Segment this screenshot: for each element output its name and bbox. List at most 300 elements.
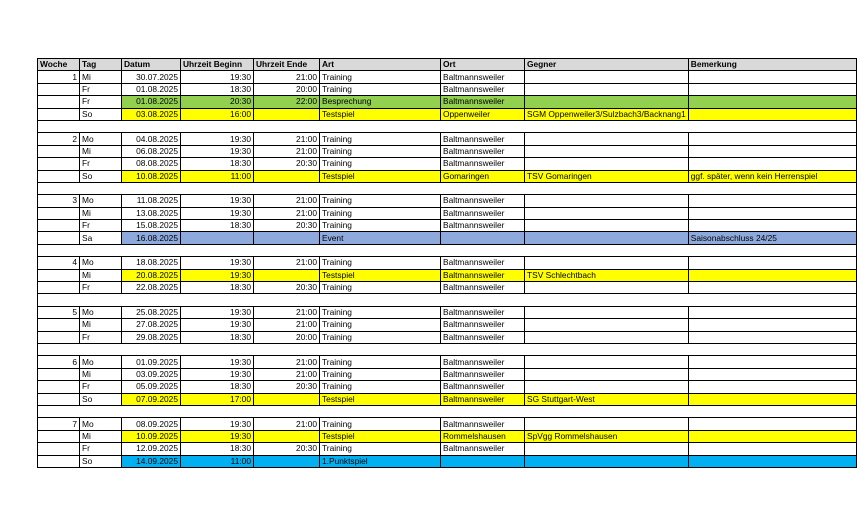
cell-bemerkung[interactable] xyxy=(688,306,856,318)
cell-datum[interactable]: 22.08.2025 xyxy=(122,282,181,294)
cell-ort[interactable]: Baltmannsweiler xyxy=(441,356,525,368)
cell-ort[interactable]: Baltmannsweiler xyxy=(441,443,525,455)
cell-ort[interactable]: Baltmannsweiler xyxy=(441,257,525,269)
cell-tag[interactable]: Fr xyxy=(80,381,122,393)
empty-cell[interactable] xyxy=(688,120,856,132)
cell-uhrzeit-beginn[interactable]: 19:30 xyxy=(181,368,254,380)
cell-uhrzeit-ende[interactable]: 20:30 xyxy=(254,158,320,170)
empty-cell[interactable] xyxy=(525,294,689,306)
empty-cell[interactable] xyxy=(688,294,856,306)
cell-uhrzeit-ende[interactable]: 21:00 xyxy=(254,71,320,83)
cell-art[interactable]: Training xyxy=(320,381,441,393)
cell-ort[interactable]: Baltmannsweiler xyxy=(441,96,525,108)
header-uhrzeit-ende[interactable]: Uhrzeit Ende xyxy=(254,59,320,71)
cell-datum[interactable]: 08.08.2025 xyxy=(122,158,181,170)
cell-bemerkung[interactable] xyxy=(688,145,856,157)
empty-cell[interactable] xyxy=(38,294,80,306)
cell-uhrzeit-beginn[interactable]: 16:00 xyxy=(181,108,254,120)
cell-datum[interactable]: 13.08.2025 xyxy=(122,207,181,219)
cell-ort[interactable]: Baltmannsweiler xyxy=(441,368,525,380)
cell-bemerkung[interactable] xyxy=(688,220,856,232)
cell-art[interactable]: Testspiel xyxy=(320,393,441,405)
header-uhrzeit-beginn[interactable]: Uhrzeit Beginn xyxy=(181,59,254,71)
cell-uhrzeit-beginn[interactable]: 19:30 xyxy=(181,430,254,442)
empty-cell[interactable] xyxy=(181,343,254,355)
cell-bemerkung[interactable] xyxy=(688,368,856,380)
cell-bemerkung[interactable] xyxy=(688,331,856,343)
cell-datum[interactable]: 03.08.2025 xyxy=(122,108,181,120)
cell-uhrzeit-ende[interactable]: 21:00 xyxy=(254,356,320,368)
cell-ort[interactable]: Baltmannsweiler xyxy=(441,331,525,343)
cell-woche[interactable] xyxy=(38,393,80,405)
empty-cell[interactable] xyxy=(122,343,181,355)
cell-gegner[interactable] xyxy=(525,356,689,368)
cell-tag[interactable]: Mo xyxy=(80,356,122,368)
cell-uhrzeit-beginn[interactable]: 19:30 xyxy=(181,133,254,145)
cell-uhrzeit-beginn[interactable]: 19:30 xyxy=(181,418,254,430)
cell-gegner[interactable] xyxy=(525,220,689,232)
cell-ort[interactable]: Baltmannsweiler xyxy=(441,381,525,393)
cell-art[interactable]: Training xyxy=(320,257,441,269)
cell-gegner[interactable] xyxy=(525,306,689,318)
cell-bemerkung[interactable] xyxy=(688,133,856,145)
cell-bemerkung[interactable] xyxy=(688,430,856,442)
cell-uhrzeit-beginn[interactable]: 18:30 xyxy=(181,83,254,95)
cell-gegner[interactable] xyxy=(525,331,689,343)
cell-datum[interactable]: 04.08.2025 xyxy=(122,133,181,145)
cell-datum[interactable]: 03.09.2025 xyxy=(122,368,181,380)
cell-tag[interactable]: Mi xyxy=(80,368,122,380)
cell-art[interactable]: Event xyxy=(320,232,441,244)
cell-gegner[interactable] xyxy=(525,145,689,157)
cell-datum[interactable]: 11.08.2025 xyxy=(122,195,181,207)
cell-uhrzeit-ende[interactable]: 20:00 xyxy=(254,331,320,343)
cell-uhrzeit-ende[interactable] xyxy=(254,170,320,182)
cell-gegner[interactable] xyxy=(525,455,689,467)
empty-cell[interactable] xyxy=(254,244,320,256)
cell-woche[interactable]: 1 xyxy=(38,71,80,83)
cell-bemerkung[interactable] xyxy=(688,269,856,281)
cell-gegner[interactable] xyxy=(525,232,689,244)
cell-gegner[interactable]: SpVgg Rommelshausen xyxy=(525,430,689,442)
header-row xyxy=(38,59,857,71)
cell-bemerkung[interactable] xyxy=(688,158,856,170)
cell-ort[interactable]: Baltmannsweiler xyxy=(441,158,525,170)
cell-ort[interactable]: Rommelshausen xyxy=(441,430,525,442)
cell-uhrzeit-beginn[interactable]: 11:00 xyxy=(181,455,254,467)
cell-bemerkung[interactable] xyxy=(688,356,856,368)
cell-uhrzeit-ende[interactable]: 20:00 xyxy=(254,83,320,95)
cell-ort[interactable]: Baltmannsweiler xyxy=(441,418,525,430)
cell-woche[interactable] xyxy=(38,282,80,294)
cell-uhrzeit-ende[interactable]: 21:00 xyxy=(254,418,320,430)
empty-cell[interactable] xyxy=(525,343,689,355)
cell-uhrzeit-ende[interactable] xyxy=(254,393,320,405)
cell-art[interactable]: Training xyxy=(320,158,441,170)
empty-cell[interactable] xyxy=(525,120,689,132)
cell-art[interactable]: Testspiel xyxy=(320,430,441,442)
cell-bemerkung[interactable] xyxy=(688,96,856,108)
empty-cell[interactable] xyxy=(38,120,80,132)
cell-woche[interactable] xyxy=(38,368,80,380)
cell-gegner[interactable] xyxy=(525,418,689,430)
empty-cell[interactable] xyxy=(441,244,525,256)
cell-datum[interactable]: 20.08.2025 xyxy=(122,269,181,281)
cell-datum[interactable]: 30.07.2025 xyxy=(122,71,181,83)
header-ort[interactable]: Ort xyxy=(441,59,525,71)
cell-datum[interactable]: 10.09.2025 xyxy=(122,430,181,442)
cell-ort[interactable]: Baltmannsweiler xyxy=(441,83,525,95)
table-row xyxy=(38,393,857,405)
cell-art[interactable]: Training xyxy=(320,356,441,368)
empty-cell[interactable] xyxy=(38,244,80,256)
cell-datum[interactable]: 18.08.2025 xyxy=(122,257,181,269)
cell-tag[interactable]: Mi xyxy=(80,319,122,331)
cell-bemerkung[interactable] xyxy=(688,195,856,207)
cell-tag[interactable]: So xyxy=(80,108,122,120)
cell-uhrzeit-beginn[interactable]: 19:30 xyxy=(181,319,254,331)
empty-cell[interactable] xyxy=(688,405,856,417)
empty-cell[interactable] xyxy=(320,120,441,132)
cell-datum[interactable]: 29.08.2025 xyxy=(122,331,181,343)
empty-cell[interactable] xyxy=(122,244,181,256)
empty-cell[interactable] xyxy=(320,244,441,256)
cell-woche[interactable] xyxy=(38,443,80,455)
empty-cell[interactable] xyxy=(80,120,122,132)
header-bemerkung[interactable]: Bemerkung xyxy=(688,59,856,71)
empty-cell[interactable] xyxy=(181,405,254,417)
empty-cell[interactable] xyxy=(181,244,254,256)
cell-art[interactable]: Testspiel xyxy=(320,108,441,120)
cell-uhrzeit-beginn[interactable]: 18:30 xyxy=(181,381,254,393)
empty-cell[interactable] xyxy=(38,182,80,194)
cell-bemerkung[interactable]: Saisonabschluss 24/25 xyxy=(688,232,856,244)
cell-bemerkung[interactable] xyxy=(688,257,856,269)
empty-cell[interactable] xyxy=(688,244,856,256)
cell-bemerkung[interactable] xyxy=(688,443,856,455)
cell-datum[interactable]: 08.09.2025 xyxy=(122,418,181,430)
cell-tag[interactable]: Fr xyxy=(80,331,122,343)
cell-woche[interactable] xyxy=(38,269,80,281)
cell-ort[interactable]: Baltmannsweiler xyxy=(441,393,525,405)
cell-art[interactable]: Training xyxy=(320,306,441,318)
cell-ort[interactable]: Baltmannsweiler xyxy=(441,133,525,145)
empty-cell[interactable] xyxy=(688,343,856,355)
cell-uhrzeit-ende[interactable]: 21:00 xyxy=(254,306,320,318)
empty-cell[interactable] xyxy=(80,182,122,194)
cell-uhrzeit-beginn[interactable]: 19:30 xyxy=(181,145,254,157)
header-tag[interactable]: Tag xyxy=(80,59,122,71)
cell-gegner[interactable] xyxy=(525,83,689,95)
cell-art[interactable]: 1.Punktspiel xyxy=(320,455,441,467)
cell-uhrzeit-beginn[interactable]: 20:30 xyxy=(181,96,254,108)
cell-bemerkung[interactable] xyxy=(688,282,856,294)
empty-cell[interactable] xyxy=(122,120,181,132)
empty-cell[interactable] xyxy=(80,343,122,355)
cell-tag[interactable]: So xyxy=(80,393,122,405)
cell-uhrzeit-beginn[interactable]: 18:30 xyxy=(181,282,254,294)
cell-gegner[interactable] xyxy=(525,207,689,219)
cell-ort[interactable]: Baltmannsweiler xyxy=(441,306,525,318)
cell-gegner[interactable] xyxy=(525,158,689,170)
cell-datum[interactable]: 06.08.2025 xyxy=(122,145,181,157)
cell-gegner[interactable] xyxy=(525,195,689,207)
cell-art[interactable]: Training xyxy=(320,220,441,232)
cell-datum[interactable]: 01.08.2025 xyxy=(122,96,181,108)
empty-cell[interactable] xyxy=(441,405,525,417)
cell-uhrzeit-ende[interactable]: 20:30 xyxy=(254,220,320,232)
cell-woche[interactable] xyxy=(38,381,80,393)
cell-tag[interactable]: Sa xyxy=(80,232,122,244)
empty-cell[interactable] xyxy=(441,120,525,132)
cell-tag[interactable]: Fr xyxy=(80,158,122,170)
cell-uhrzeit-ende[interactable]: 21:00 xyxy=(254,257,320,269)
cell-datum[interactable]: 01.09.2025 xyxy=(122,356,181,368)
cell-art[interactable]: Training xyxy=(320,195,441,207)
cell-woche[interactable] xyxy=(38,232,80,244)
cell-woche[interactable]: 3 xyxy=(38,195,80,207)
cell-art[interactable]: Training xyxy=(320,319,441,331)
empty-cell[interactable] xyxy=(181,294,254,306)
cell-tag[interactable]: Mi xyxy=(80,71,122,83)
cell-uhrzeit-ende[interactable] xyxy=(254,455,320,467)
empty-cell[interactable] xyxy=(525,182,689,194)
cell-ort[interactable]: Baltmannsweiler xyxy=(441,282,525,294)
cell-gegner[interactable] xyxy=(525,96,689,108)
cell-bemerkung[interactable] xyxy=(688,108,856,120)
empty-cell[interactable] xyxy=(254,182,320,194)
empty-cell[interactable] xyxy=(320,343,441,355)
cell-datum[interactable]: 10.08.2025 xyxy=(122,170,181,182)
cell-tag[interactable]: Mo xyxy=(80,133,122,145)
cell-datum[interactable]: 14.09.2025 xyxy=(122,455,181,467)
empty-cell[interactable] xyxy=(254,343,320,355)
cell-woche[interactable] xyxy=(38,170,80,182)
empty-cell[interactable] xyxy=(525,244,689,256)
cell-bemerkung[interactable] xyxy=(688,207,856,219)
cell-ort[interactable]: Baltmannsweiler xyxy=(441,319,525,331)
cell-datum[interactable]: 16.08.2025 xyxy=(122,232,181,244)
empty-cell[interactable] xyxy=(688,182,856,194)
cell-art[interactable]: Training xyxy=(320,83,441,95)
cell-ort[interactable]: Baltmannsweiler xyxy=(441,71,525,83)
cell-gegner[interactable]: TSV Schlechtbach xyxy=(525,269,689,281)
cell-bemerkung[interactable] xyxy=(688,393,856,405)
cell-gegner[interactable] xyxy=(525,368,689,380)
cell-art[interactable]: Besprechung xyxy=(320,96,441,108)
cell-woche[interactable] xyxy=(38,319,80,331)
cell-woche[interactable] xyxy=(38,220,80,232)
cell-uhrzeit-ende[interactable]: 20:30 xyxy=(254,381,320,393)
empty-cell[interactable] xyxy=(320,294,441,306)
cell-art[interactable]: Training xyxy=(320,282,441,294)
cell-gegner[interactable] xyxy=(525,381,689,393)
empty-cell[interactable] xyxy=(80,294,122,306)
cell-tag[interactable]: Fr xyxy=(80,443,122,455)
cell-tag[interactable]: Mo xyxy=(80,306,122,318)
cell-art[interactable]: Training xyxy=(320,133,441,145)
cell-tag[interactable]: Mo xyxy=(80,195,122,207)
cell-uhrzeit-ende[interactable]: 21:00 xyxy=(254,145,320,157)
cell-uhrzeit-beginn[interactable]: 19:30 xyxy=(181,207,254,219)
cell-uhrzeit-beginn[interactable]: 19:30 xyxy=(181,269,254,281)
cell-woche[interactable] xyxy=(38,108,80,120)
cell-gegner[interactable]: SGM Oppenweiler3/Sulzbach3/Backnang1 xyxy=(525,108,689,120)
empty-cell[interactable] xyxy=(320,182,441,194)
cell-woche[interactable]: 7 xyxy=(38,418,80,430)
empty-cell[interactable] xyxy=(38,405,80,417)
cell-datum[interactable]: 01.08.2025 xyxy=(122,83,181,95)
cell-uhrzeit-ende[interactable]: 21:00 xyxy=(254,133,320,145)
empty-cell[interactable] xyxy=(441,343,525,355)
cell-uhrzeit-beginn[interactable]: 19:30 xyxy=(181,356,254,368)
cell-bemerkung[interactable] xyxy=(688,71,856,83)
cell-art[interactable]: Training xyxy=(320,207,441,219)
empty-cell[interactable] xyxy=(122,294,181,306)
empty-cell[interactable] xyxy=(525,405,689,417)
cell-bemerkung[interactable] xyxy=(688,83,856,95)
cell-bemerkung[interactable] xyxy=(688,381,856,393)
cell-tag[interactable]: Mo xyxy=(80,418,122,430)
cell-tag[interactable]: Mi xyxy=(80,207,122,219)
cell-gegner[interactable] xyxy=(525,257,689,269)
cell-ort[interactable]: Baltmannsweiler xyxy=(441,145,525,157)
cell-ort[interactable]: Baltmannsweiler xyxy=(441,269,525,281)
cell-woche[interactable] xyxy=(38,455,80,467)
cell-woche[interactable] xyxy=(38,145,80,157)
cell-uhrzeit-ende[interactable]: 20:30 xyxy=(254,282,320,294)
cell-tag[interactable]: Fr xyxy=(80,282,122,294)
cell-uhrzeit-ende[interactable] xyxy=(254,269,320,281)
cell-gegner[interactable]: SG Stuttgart-West xyxy=(525,393,689,405)
cell-art[interactable]: Training xyxy=(320,331,441,343)
cell-uhrzeit-beginn[interactable]: 11:00 xyxy=(181,170,254,182)
cell-bemerkung[interactable]: ggf. später, wenn kein Herrenspiel xyxy=(688,170,856,182)
empty-cell[interactable] xyxy=(254,294,320,306)
cell-woche[interactable] xyxy=(38,158,80,170)
cell-uhrzeit-ende[interactable]: 21:00 xyxy=(254,195,320,207)
cell-woche[interactable] xyxy=(38,430,80,442)
cell-ort[interactable] xyxy=(441,232,525,244)
cell-uhrzeit-ende[interactable] xyxy=(254,430,320,442)
cell-ort[interactable]: Baltmannsweiler xyxy=(441,220,525,232)
cell-woche[interactable] xyxy=(38,207,80,219)
cell-tag[interactable]: So xyxy=(80,170,122,182)
cell-tag[interactable]: Mo xyxy=(80,257,122,269)
header-datum[interactable]: Datum xyxy=(122,59,181,71)
cell-woche[interactable]: 6 xyxy=(38,356,80,368)
cell-uhrzeit-beginn[interactable]: 19:30 xyxy=(181,257,254,269)
empty-cell[interactable] xyxy=(122,182,181,194)
cell-uhrzeit-ende[interactable]: 20:30 xyxy=(254,443,320,455)
cell-woche[interactable] xyxy=(38,83,80,95)
cell-tag[interactable]: Mi xyxy=(80,430,122,442)
cell-art[interactable]: Training xyxy=(320,71,441,83)
empty-cell[interactable] xyxy=(441,294,525,306)
cell-tag[interactable]: Fr xyxy=(80,220,122,232)
cell-tag[interactable]: Fr xyxy=(80,83,122,95)
cell-gegner[interactable] xyxy=(525,133,689,145)
cell-art[interactable]: Training xyxy=(320,145,441,157)
cell-ort[interactable] xyxy=(441,455,525,467)
cell-woche[interactable] xyxy=(38,96,80,108)
cell-art[interactable]: Testspiel xyxy=(320,269,441,281)
cell-gegner[interactable]: TSV Gomaringen xyxy=(525,170,689,182)
cell-uhrzeit-beginn[interactable]: 18:30 xyxy=(181,158,254,170)
header-art[interactable]: Art xyxy=(320,59,441,71)
cell-uhrzeit-ende[interactable]: 21:00 xyxy=(254,207,320,219)
cell-uhrzeit-beginn[interactable]: 19:30 xyxy=(181,306,254,318)
cell-tag[interactable]: Mi xyxy=(80,145,122,157)
cell-tag[interactable]: Mi xyxy=(80,269,122,281)
cell-gegner[interactable] xyxy=(525,319,689,331)
header-woche[interactable]: Woche xyxy=(38,59,80,71)
cell-gegner[interactable] xyxy=(525,282,689,294)
empty-cell[interactable] xyxy=(254,405,320,417)
cell-uhrzeit-beginn[interactable]: 19:30 xyxy=(181,71,254,83)
cell-bemerkung[interactable] xyxy=(688,319,856,331)
table-row xyxy=(38,96,857,108)
cell-uhrzeit-ende[interactable] xyxy=(254,232,320,244)
cell-art[interactable]: Training xyxy=(320,418,441,430)
cell-woche[interactable]: 2 xyxy=(38,133,80,145)
empty-cell[interactable] xyxy=(80,244,122,256)
cell-tag[interactable]: So xyxy=(80,455,122,467)
cell-bemerkung[interactable] xyxy=(688,455,856,467)
cell-uhrzeit-ende[interactable] xyxy=(254,108,320,120)
cell-ort[interactable]: Baltmannsweiler xyxy=(441,195,525,207)
cell-datum[interactable]: 15.08.2025 xyxy=(122,220,181,232)
cell-ort[interactable]: Gomaringen xyxy=(441,170,525,182)
empty-cell[interactable] xyxy=(122,405,181,417)
cell-uhrzeit-ende[interactable]: 22:00 xyxy=(254,96,320,108)
empty-cell[interactable] xyxy=(181,120,254,132)
cell-art[interactable]: Testspiel xyxy=(320,170,441,182)
cell-datum[interactable]: 12.09.2025 xyxy=(122,443,181,455)
cell-uhrzeit-beginn[interactable] xyxy=(181,232,254,244)
cell-uhrzeit-beginn[interactable]: 19:30 xyxy=(181,195,254,207)
header-gegner[interactable]: Gegner xyxy=(525,59,689,71)
cell-datum[interactable]: 07.09.2025 xyxy=(122,393,181,405)
cell-uhrzeit-ende[interactable]: 21:00 xyxy=(254,319,320,331)
empty-cell[interactable] xyxy=(181,182,254,194)
cell-bemerkung[interactable] xyxy=(688,418,856,430)
empty-cell[interactable] xyxy=(38,343,80,355)
cell-art[interactable]: Training xyxy=(320,443,441,455)
empty-cell[interactable] xyxy=(254,120,320,132)
cell-datum[interactable]: 25.08.2025 xyxy=(122,306,181,318)
empty-cell[interactable] xyxy=(320,405,441,417)
empty-cell[interactable] xyxy=(441,182,525,194)
cell-uhrzeit-beginn[interactable]: 18:30 xyxy=(181,331,254,343)
cell-datum[interactable]: 27.08.2025 xyxy=(122,319,181,331)
cell-ort[interactable]: Baltmannsweiler xyxy=(441,207,525,219)
cell-ort[interactable]: Oppenweiler xyxy=(441,108,525,120)
cell-uhrzeit-ende[interactable]: 21:00 xyxy=(254,368,320,380)
cell-uhrzeit-beginn[interactable]: 18:30 xyxy=(181,220,254,232)
cell-uhrzeit-beginn[interactable]: 18:30 xyxy=(181,443,254,455)
cell-tag[interactable]: Fr xyxy=(80,96,122,108)
cell-art[interactable]: Training xyxy=(320,368,441,380)
cell-gegner[interactable] xyxy=(525,71,689,83)
cell-uhrzeit-beginn[interactable]: 17:00 xyxy=(181,393,254,405)
cell-gegner[interactable] xyxy=(525,443,689,455)
cell-woche[interactable] xyxy=(38,331,80,343)
empty-cell[interactable] xyxy=(80,405,122,417)
cell-datum[interactable]: 05.09.2025 xyxy=(122,381,181,393)
cell-woche[interactable]: 4 xyxy=(38,257,80,269)
cell-woche[interactable]: 5 xyxy=(38,306,80,318)
